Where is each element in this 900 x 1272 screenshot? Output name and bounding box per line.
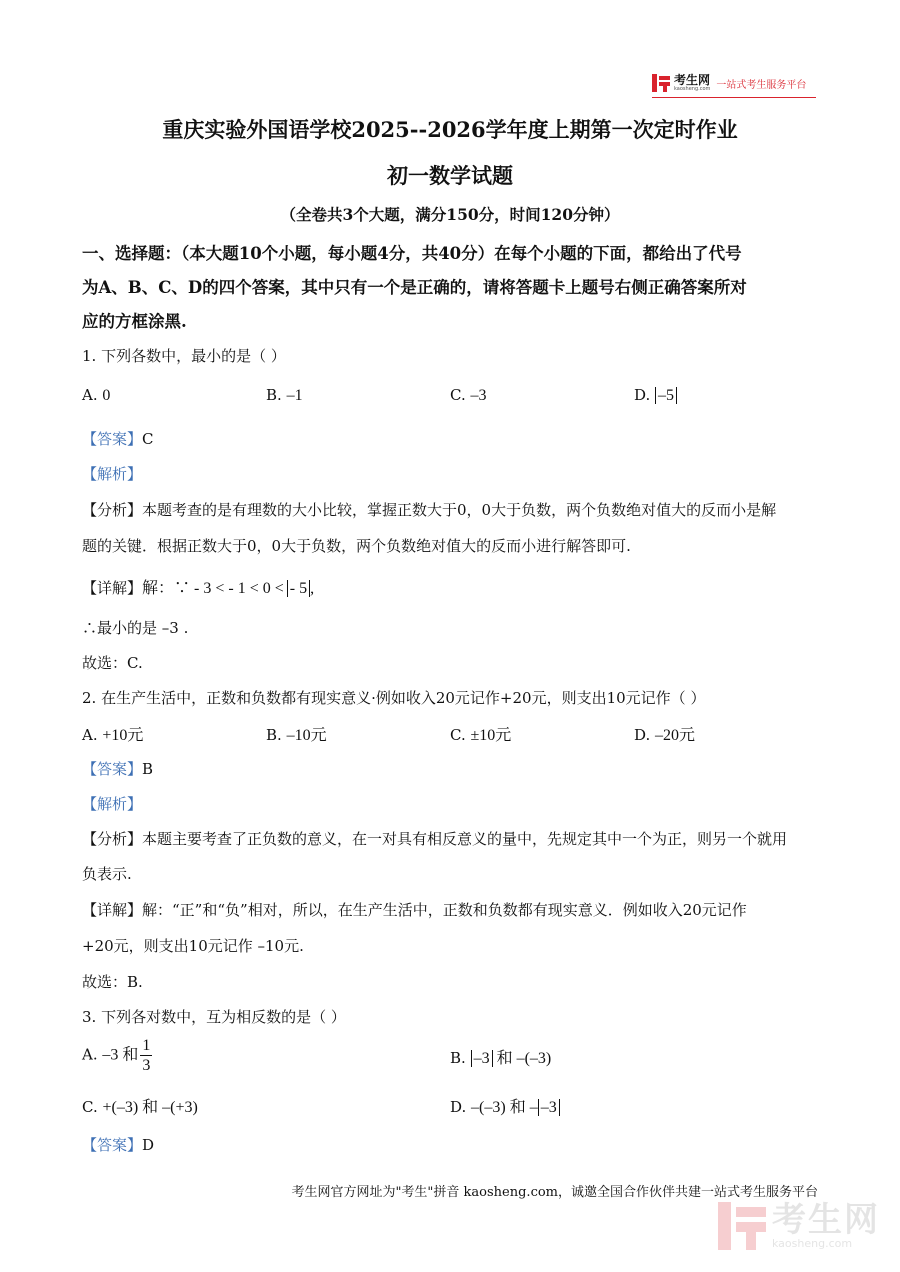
q2-answer: 【答案】B xyxy=(82,760,154,778)
watermark-domain: kaosheng.com xyxy=(772,1237,853,1250)
section-instruction-line1: 一、选择题：（本大题10个小题，每小题4分，共40分）在每个小题的下面，都给出了代号 xyxy=(82,244,742,263)
header-logo xyxy=(652,72,806,94)
q2-option-c: C. ±10元 xyxy=(450,726,512,744)
q3-option-a: A. –3 和 $\frac{1}{3}$ xyxy=(82,1037,151,1074)
q1-option-c: C. –3 xyxy=(450,386,487,404)
q1-option-b: B. –1 xyxy=(266,386,303,404)
watermark-mark-icon xyxy=(718,1202,766,1250)
header-rule xyxy=(652,97,816,98)
watermark-name: 考生网 xyxy=(772,1200,880,1240)
q1-detail: 【详解】解：∵ - 3 < - 1 < 0 < - 5 , xyxy=(82,579,315,597)
page-title: 重庆实验外国语学校2025--2026学年度上期第一次定时作业 xyxy=(162,117,738,142)
q2-choose: 故选：B. xyxy=(82,973,143,991)
q3-stem: 3. 下列各对数中，互为相反数的是（ ） xyxy=(82,1008,346,1026)
logo-name: 考生网 xyxy=(674,73,711,87)
q1-fenxi-2: 题的关键．根据正数大于0，0大于负数，两个负数绝对值大的反而小进行解答即可. xyxy=(82,537,631,555)
logo-domain: kaosheng.com xyxy=(674,86,711,92)
section-instruction-line2: 为A、B、C、D的四个答案，其中只有一个是正确的，请将答题卡上题号右侧正确答案所对 xyxy=(82,278,747,297)
q1-analysis-tag: 【解析】 xyxy=(82,465,143,483)
q1-conclusion: ∴最小的是 –3 . xyxy=(82,619,189,637)
logo-slogan: 一站式考生服务平台 xyxy=(716,79,807,91)
exam-info: （全卷共3个大题，满分150分，时间120分钟） xyxy=(280,205,620,224)
watermark-logo xyxy=(718,1196,880,1256)
q3-option-a-fraction: $\frac{1}{3}$ xyxy=(142,1037,151,1074)
section-instruction-line3: 应的方框涂黑. xyxy=(82,312,187,331)
q3-option-c: C. +(–3) 和 –(+3) xyxy=(82,1098,198,1116)
q1-fenxi-1: 【分析】本题考查的是有理数的大小比较，掌握正数大于0，0大于负数，两个负数绝对值大的反而小是解 xyxy=(82,501,777,519)
q1-option-a: A. 0 xyxy=(82,386,111,404)
q2-analysis-tag: 【解析】 xyxy=(82,795,143,813)
q1-stem: 1. 下列各数中，最小的是（ ） xyxy=(82,347,286,365)
q2-fenxi-1: 【分析】本题主要考查了正负数的意义，在一对具有相反意义的量中，先规定其中一个为正，则另一个就用 xyxy=(82,830,788,848)
q2-fenxi-2: 负表示. xyxy=(82,865,132,883)
page-subtitle: 初一数学试题 xyxy=(387,163,513,188)
q3-answer: 【答案】D xyxy=(82,1136,155,1154)
logo-mark-icon xyxy=(652,74,670,92)
q2-option-b: B. –10元 xyxy=(266,726,327,744)
q1-answer: 【答案】C xyxy=(82,430,154,448)
q1-option-d: D. –5 xyxy=(634,386,677,404)
q2-option-a: A. +10元 xyxy=(82,726,144,744)
footer-text: 考生网官方网址为"考生"拼音 kaosheng.com，诚邀全国合作伙伴共建一站式考生服务平台 xyxy=(291,1185,818,1200)
q3-option-d: D. –(–3) 和 – –3 xyxy=(450,1094,560,1117)
q2-option-d: D. –20元 xyxy=(634,726,696,744)
q2-stem: 2. 在生产生活中，正数和负数都有现实意义·例如收入20元记作+20元，则支出10元记作（ ） xyxy=(82,689,706,707)
q2-detail-1: 【详解】解：“正”和“负”相对，所以，在生产生活中，正数和负数都有现实意义．例如收入20元记作 xyxy=(82,901,747,919)
q2-detail-2: +20元，则支出10元记作 –10元. xyxy=(82,937,304,955)
q1-choose: 故选：C. xyxy=(82,654,143,672)
q3-option-b: B. –3 和 –(–3) xyxy=(450,1049,552,1067)
